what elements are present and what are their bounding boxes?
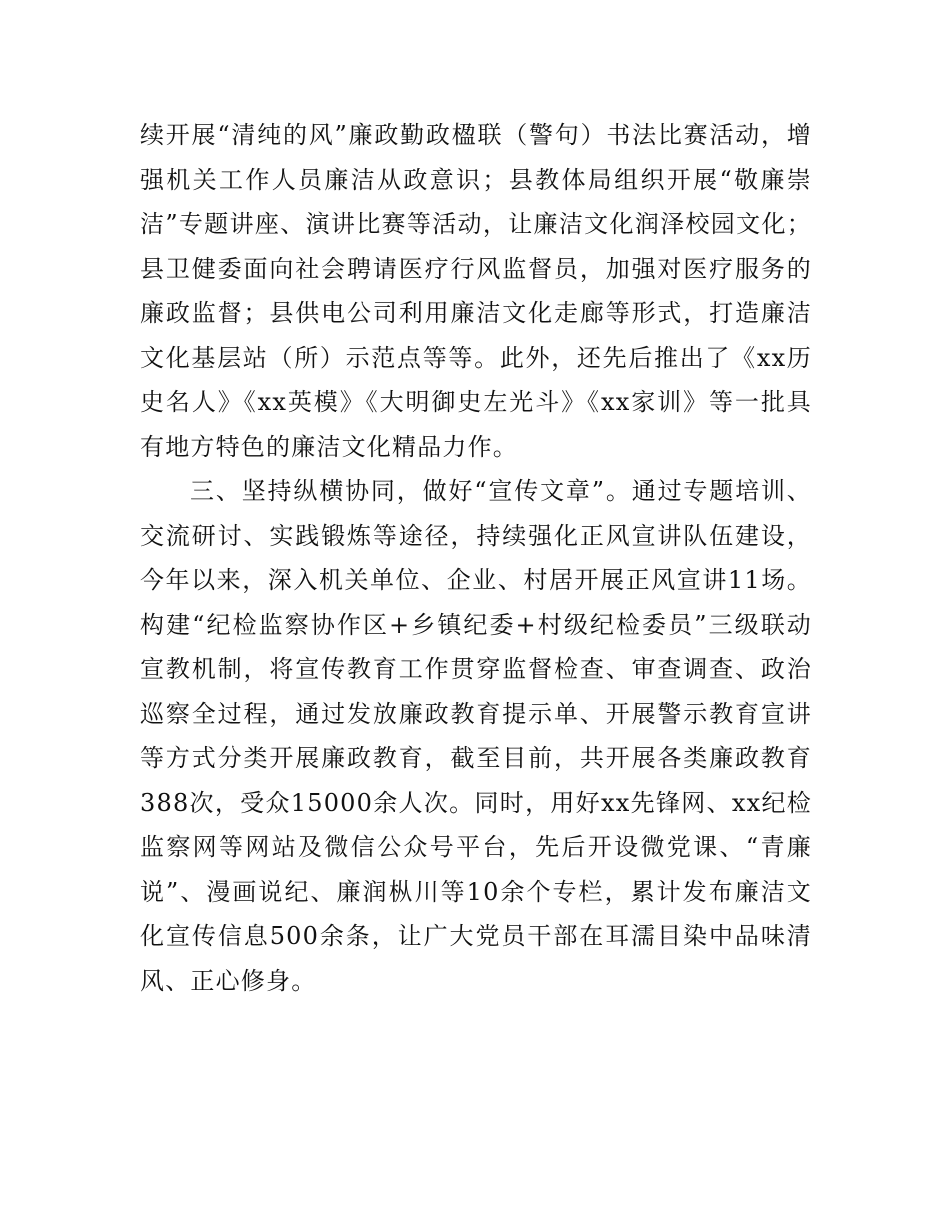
paragraph-section-three: 三、坚持纵横协同，做好“宣传文章”。通过专题培训、交流研讨、实践锻炼等途径，持续强化正风宣讲队伍建设，今年以来，深入机关单位、企业、村居开展正风宣讲11场。构建“纪检监察协作区+乡镇纪委+村级纪检委员”三级联动宣教机制，将宣传教育工作贯穿监督检查、审查调查、政治巡察全过程，通过发放廉政教育提示单、开展警示教育宣讲等方式分类开展廉政教育，截至目前，共开展各类廉政教育388次，受众15000余人次。同时，用好xx先锋网、xx纪检监察网等网站及微信公众号平台，先后开设微党课、“青廉说”、漫画说纪、廉润枞川等10余个专栏，累计发布廉洁文化宣传信息500余条，让广大党员干部在耳濡目染中品味清风、正心修身。 [140, 477, 812, 995]
document-body [140, 113, 812, 1003]
paragraph-continued: 续开展“清纯的风”廉政勤政楹联（警句）书法比赛活动，增强机关工作人员廉洁从政意识；县教体局组织开展“敬廉崇洁”专题讲座、演讲比赛等活动，让廉洁文化润泽校园文化；县卫健委面向社会聘请医疗行风监督员，加强对医疗服务的廉政监督；县供电公司利用廉洁文化走廊等形式，打造廉洁文化基层站（所）示范点等等。此外，还先后推出了《xx历史名人》《xx英模》《大明御史左光斗》《xx家训》等一批具有地方特色的廉洁文化精品力作。 [140, 121, 812, 461]
